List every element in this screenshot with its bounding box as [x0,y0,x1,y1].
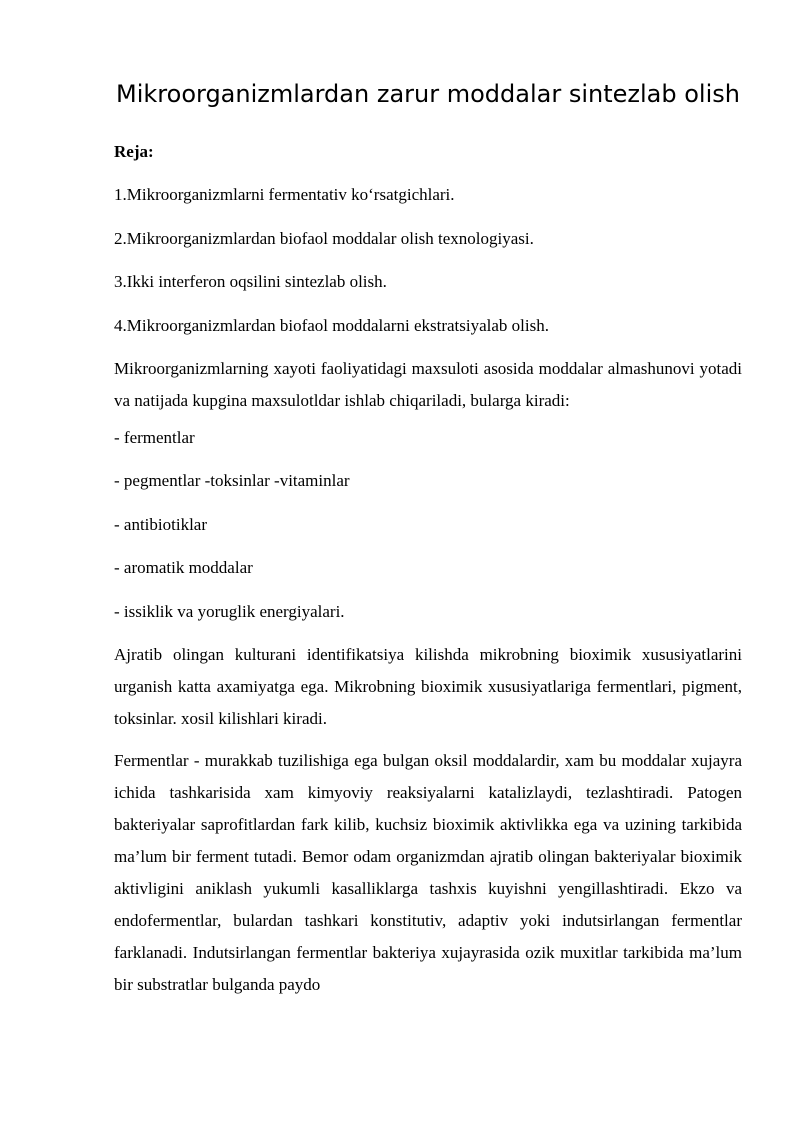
list-item: - antibiotiklar [114,514,208,534]
plan-item: 3.Ikki interferon oqsilini sintezlab olish. [114,272,387,292]
plan-item: 2.Mikroorganizmlardan biofaol moddalar olish texnologiyasi. [114,228,534,248]
list-item: - fermentlar [114,427,195,447]
paragraph-bioximik: Ajratib olingan kulturani identifikatsiya kilishda mikrobning bioximik xususiyatlarini urganish katta axamiyatga ega. Mikrobning bioximik xususiyatlariga fermentlari, pigment, toksinlar. xosil kilishlari kiradi. [114,644,742,728]
list-item: - issiklik va yoruglik energiyalari. [114,601,345,621]
plan-item: 1.Mikroorganizmlarni fermentativ ko‘rsatgichlari. [114,185,455,205]
list-item: - pegmentlar -toksinlar -vitaminlar [114,471,350,491]
document-body [114,141,742,1011]
document-title: Mikroorganizmlardan zarur moddalar sintezlab olish [116,80,740,108]
list-item: - aromatik moddalar [114,558,253,578]
plan-item: 4.Mikroorganizmlardan biofaol moddalarni ekstratsiyalab olish. [114,315,549,335]
plan-heading: Reja: [114,142,154,161]
intro-paragraph: Mikroorganizmlarning xayoti faoliyatidagi maxsuloti asosida moddalar almashunovi yotadi va natijada kupgina maxsulotldar ishlab chiqariladi, bularga kiradi: [114,358,742,410]
paragraph-fermentlar: Fermentlar - murakkab tuzilishiga ega bulgan oksil moddalardir, xam bu moddalar xujayra ichida tashkarisida xam kimyoviy reaksiyalarni katalizlaydi, tezlashtiradi. Patogen bakteriyalar saprofitlardan fark kilib, kuchsiz bioximik aktivlikka ega va uzining tarkibida ma’lum bir ferment tutadi. Bemor odam organizmdan ajratib olingan bakteriyalar bioximik aktivligini aniklash yukumli kasalliklarga tashxis kuyishni yengillashtiradi. Ekzo va endofermentlar, bulardan tashkari konstitutiv, adaptiv yoki indutsirlangan fermentlar farklanadi. Indutsirlangan fermentlar bakteriya xujayrasida ozik muxitlar tarkibida ma’lum bir substratlar bulganda paydo [114,750,742,994]
